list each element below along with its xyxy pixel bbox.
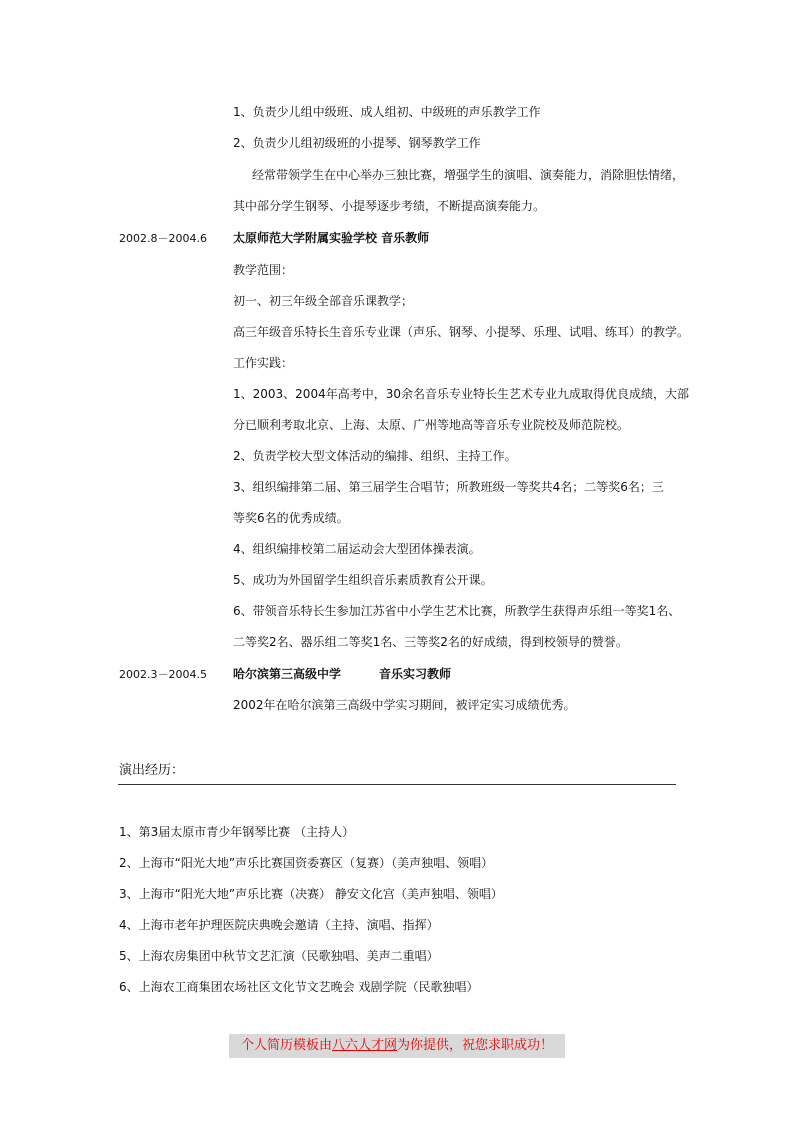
performance-item: 5、上海农房集团中秋节文艺汇演（民歌独唱、美声二重唱） [119,949,439,963]
job-line: 3、组织编排第二届、第三届学生合唱节；所教班级一等奖共4名；二等奖6名；三 [233,480,664,494]
job-line: 高三年级音乐特长生音乐专业课（声乐、钢琴、小提琴、乐理、试唱、练耳）的教学。 [233,325,690,339]
section-label: 工作实践： [233,356,294,370]
performance-item: 2、上海市“阳光大地”声乐比赛国资委赛区（复赛）（美声独唱、领唱） [119,856,494,870]
job-line: 2、负责学校大型文体活动的编排、组织、主持工作。 [233,449,517,463]
job-line: 5、成功为外国留学生组织音乐素质教育公开课。 [233,573,493,587]
performance-item: 3、上海市“阳光大地”声乐比赛（决赛） 静安文化宫（美声独唱、领唱） [119,887,503,901]
job-line: 4、组织编排校第二届运动会大型团体操表演。 [233,542,481,556]
job-line: 分已顺利考取北京、上海、太原、广州等地高等音乐专业院校及师范院校。 [233,418,630,432]
job-role: 音乐实习教师 [379,667,452,681]
job-line: 6、带领音乐特长生参加江苏省中小学生艺术比赛，所教学生获得声乐组一等奖1名、 [233,604,681,618]
job-line: 二等奖2名、器乐组二等奖1名、三等奖2名的好成绩，得到校领导的赞誉。 [233,635,628,649]
achievement-line: 经常带领学生在中心举办三独比赛，增强学生的演唱、演奏能力，消除胆怯情绪， [252,168,685,182]
job-date: 2002.3－2004.5 [119,668,207,681]
job-line: 2002年在哈尔滨第三高级中学实习期间，被评定实习成绩优秀。 [233,698,576,712]
footer-text: 个人简历模板由 [240,1038,332,1053]
job-title [233,666,451,682]
section-heading: 演出经历： [119,763,185,778]
job-school: 哈尔滨第三高级中学 [233,667,342,681]
job-line: 1、2003、2004年高考中，30余名音乐专业特长生艺术专业九成取得优良成绩，大部 [233,387,689,401]
duty-line: 2、负责少儿组初级班的小提琴、钢琴教学工作 [233,136,481,150]
footer-link[interactable]: 八六人才网 [331,1038,397,1053]
duty-line: 1、负责少儿组中级班、成人组初、中级班的声乐教学工作 [233,105,541,119]
achievement-line: 其中部分学生钢琴、小提琴逐步考绩，不断提高演奏能力。 [233,199,546,213]
performance-item: 6、上海农工商集团农场社区文化节文艺晚会 戏剧学院（民歌独唱） [119,980,479,994]
footer-banner [229,1034,565,1058]
section-label: 教学范围： [233,263,294,277]
job-date: 2002.8－2004.6 [119,232,207,245]
job-title: 太原师范大学附属实验学校 音乐教师 [233,231,430,245]
job-line: 等奖6名的优秀成绩。 [233,511,349,525]
performance-item: 1、第3届太原市青少年钢琴比赛 （主持人） [119,825,355,839]
performance-item: 4、上海市老年护理医院庆典晚会邀请（主持、演唱、指挥） [119,918,439,932]
section-divider [118,784,676,785]
footer-text: 为你提供，祝您求职成功！ [397,1038,554,1053]
job-line: 初一、初三年级全部音乐课教学； [233,294,414,308]
